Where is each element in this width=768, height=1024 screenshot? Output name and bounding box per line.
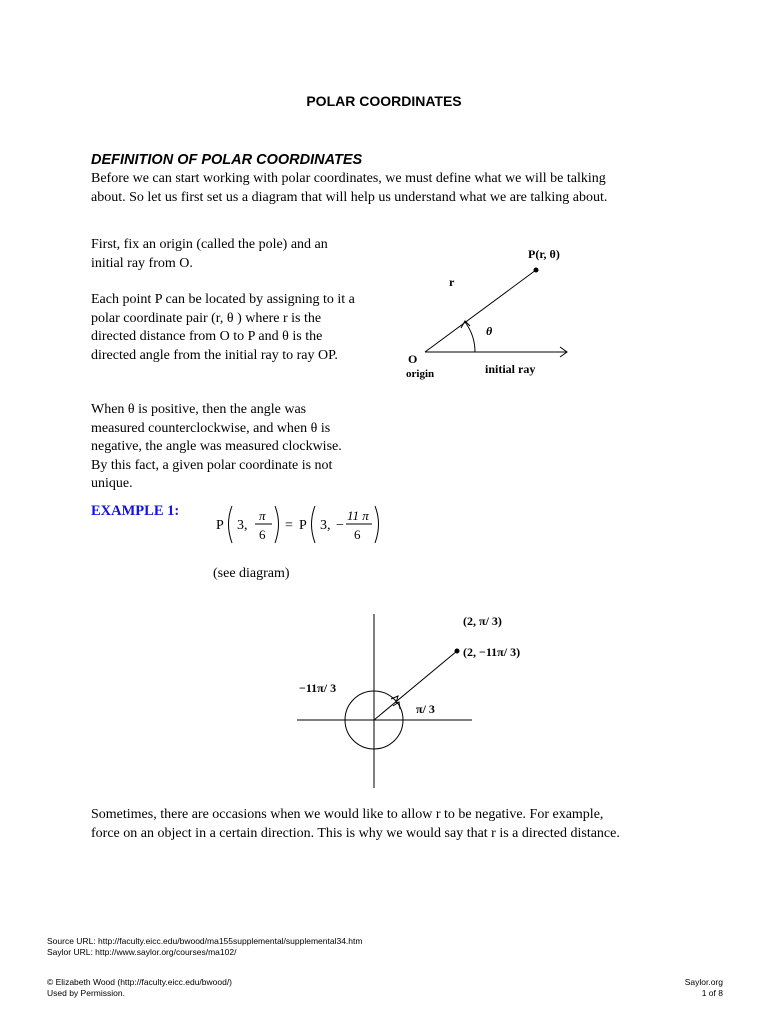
equation-den-left: 6 <box>259 527 266 542</box>
point-paragraph: Each point P can be located by assigning to it a polar coordinate pair (r, θ ) where r is the directed distance from O to P and θ is the directed angle from the initial ray to ray OP. <box>91 292 355 363</box>
footer-permission: Used by Permission. <box>47 988 125 998</box>
footer-source-url: Source URL: http://faculty.eicc.edu/bwood/ma155supplemental/supplemental34.htm <box>47 936 363 946</box>
point-p-dot <box>534 268 539 273</box>
example-label: EXAMPLE 1: <box>91 503 180 519</box>
label-top: (2, π/ 3) <box>463 614 502 628</box>
page-title: POLAR COORDINATES <box>306 93 462 109</box>
negative-r-paragraph: Sometimes, there are occasions when we would like to allow r to be negative. For example, force on an object in a certain direction. This is why we would say that r is a directed distance. <box>91 807 620 841</box>
right-paren-2 <box>375 506 379 543</box>
theta-label: θ <box>486 324 493 338</box>
label-positive-angle: π/ 3 <box>416 702 435 716</box>
initial-ray-label: initial ray <box>485 362 536 376</box>
see-diagram-note: (see diagram) <box>213 566 290 581</box>
intro-paragraph: Before we can start working with polar coordinates, we must define what we will be talking about. So let us first set us a diagram that will help us understand what we are talking about. <box>91 171 608 205</box>
equation-r-left: 3, <box>237 518 248 533</box>
point-dot <box>455 649 460 654</box>
right-paren-1 <box>275 506 279 543</box>
equation-r-right: 3, <box>320 518 331 533</box>
polar-definition-diagram <box>395 240 585 385</box>
left-paren-2 <box>312 506 316 543</box>
equation-minus: − <box>336 518 344 533</box>
footer-saylor-url: Saylor URL: http://www.saylor.org/courses/ma102/ <box>47 947 237 957</box>
footer-copyright: © Elizabeth Wood (http://faculty.eicc.edu/bwood/) <box>47 977 233 987</box>
example-equation <box>212 500 387 550</box>
example-diagram <box>290 608 550 793</box>
section-heading: DEFINITION OF POLAR COORDINATES <box>91 152 363 168</box>
theta-arc <box>465 322 475 352</box>
label-point: (2, −11π/ 3) <box>463 645 521 659</box>
label-negative-angle: −11π/ 3 <box>299 681 337 695</box>
origin-paragraph: First, fix an origin (called the pole) and an initial ray from O. <box>91 237 328 271</box>
equation-p-left: P <box>216 518 224 533</box>
footer-page-number: 1 of 8 <box>701 988 723 998</box>
r-label: r <box>449 275 455 289</box>
equation-eleven-pi: 11 π <box>347 508 369 523</box>
o-label: O <box>408 352 418 366</box>
equation-p-right: P <box>299 518 307 533</box>
origin-label: origin <box>406 368 435 380</box>
equation-equals: = <box>285 518 293 533</box>
equation-den-right: 6 <box>354 527 361 542</box>
footer-site: Saylor.org <box>684 977 723 987</box>
point-p-label: P(r, θ) <box>528 247 560 261</box>
equation-pi-left: π <box>259 508 266 523</box>
angle-sign-paragraph: When θ is positive, then the angle was measured counterclockwise, and when θ is negative, the angle was measured clockwise. By this fact, a given polar coordinate is not unique. <box>91 402 342 491</box>
radius-line <box>425 270 536 352</box>
left-paren-1 <box>229 506 233 543</box>
